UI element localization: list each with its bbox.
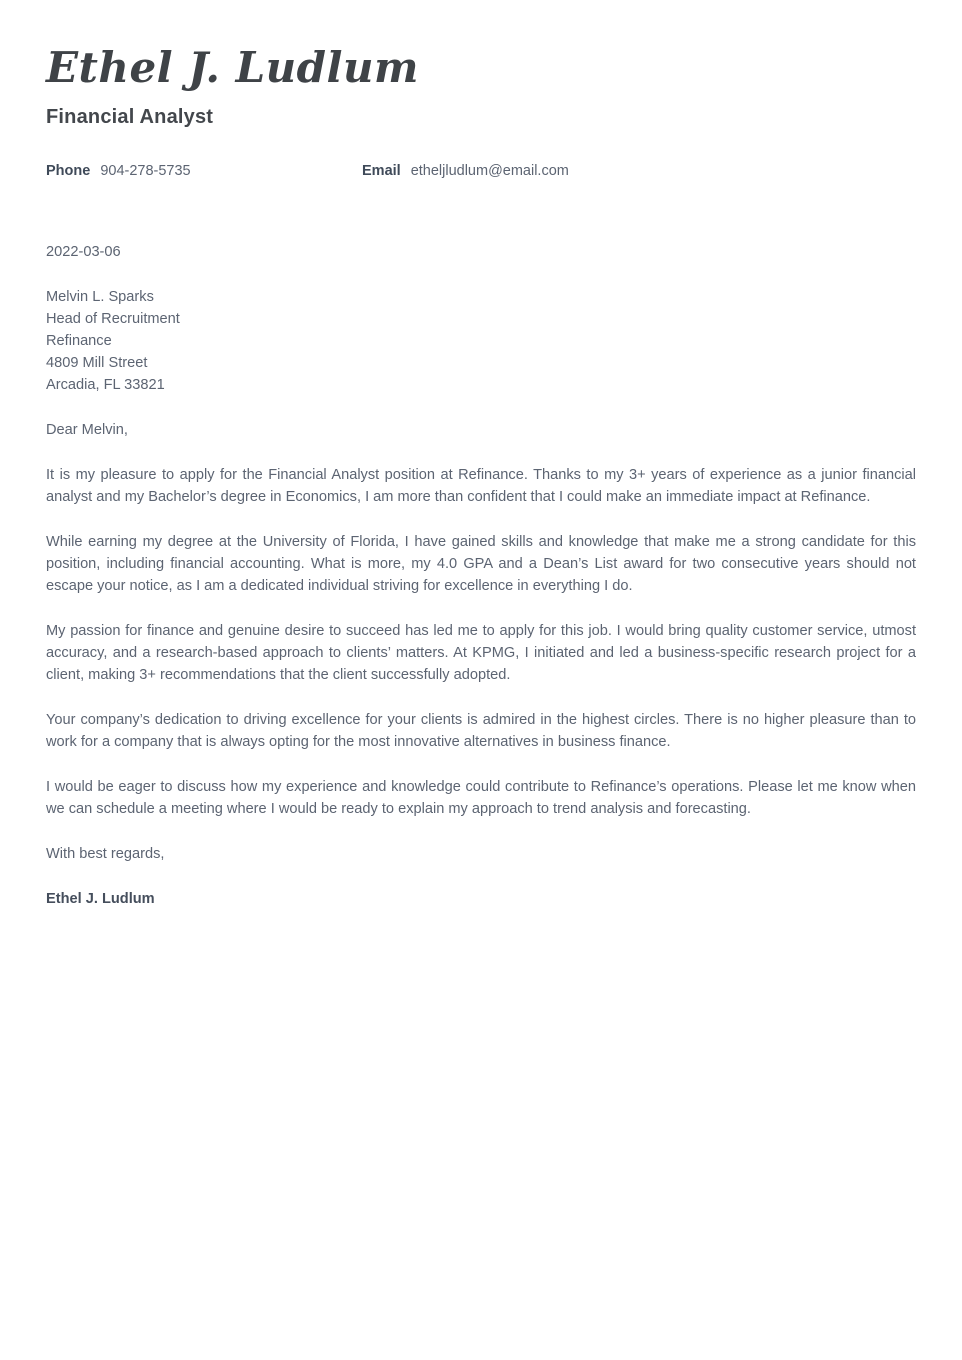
body-paragraph-1: It is my pleasure to apply for the Financial Analyst position at Refinance. Thanks to my 3+ years of experience as a junior financial analyst and my Bachelor’s degree in Economics, I am more than confident that I could make an immediate impact at Refinance. bbox=[46, 467, 916, 505]
recipient-role: Head of Recruitment bbox=[46, 311, 180, 327]
phone-value: 904-278-5735 bbox=[100, 163, 191, 179]
closing-line: With best regards, bbox=[46, 846, 165, 862]
recipient-city: Arcadia, FL 33821 bbox=[46, 377, 165, 393]
signature-name: Ethel J. Ludlum bbox=[46, 891, 155, 907]
job-title: Financial Analyst bbox=[46, 106, 214, 128]
letter-header bbox=[46, 44, 916, 182]
phone-label: Phone bbox=[46, 163, 91, 179]
body-paragraph-2: While earning my degree at the University of Florida, I have gained skills and knowledge that make me a strong candidate for this position, including financial accounting. What is more, my 4.0 GPA and a Dean’s List award for two consecutive years should not escape your notice, as I am a dedicated individual striving for excellence in everything I do. bbox=[46, 534, 916, 594]
email-label: Email bbox=[362, 163, 401, 179]
contact-phone bbox=[46, 160, 362, 182]
person-name: Ethel J. Ludlum bbox=[46, 43, 419, 92]
recipient-name: Melvin L. Sparks bbox=[46, 289, 154, 305]
body-paragraph-5: I would be eager to discuss how my experience and knowledge could contribute to Refinance’s operations. Please let me know when we can schedule a meeting where I would be ready to explain my approach to trend analysis and forecasting. bbox=[46, 779, 916, 817]
recipient-address bbox=[46, 286, 916, 396]
contact-info bbox=[46, 160, 916, 182]
salutation: Dear Melvin, bbox=[46, 422, 128, 438]
letter-body bbox=[46, 241, 916, 910]
recipient-company: Refinance bbox=[46, 333, 112, 349]
email-value: etheljludlum@email.com bbox=[410, 163, 569, 179]
contact-email bbox=[362, 160, 569, 182]
body-paragraph-3: My passion for finance and genuine desire to succeed has led me to apply for this job. I would bring quality customer service, utmost accuracy, and a research-based approach to clients’ matters. At KPMG, I initiated and led a business-specific research project for a client, making 3+ recommendations that the client successfully adopted. bbox=[46, 623, 916, 683]
body-paragraph-4: Your company’s dedication to driving excellence for your clients is admired in the highest circles. There is no higher pleasure than to work for a company that is always opting for the most innovative alternatives in business finance. bbox=[46, 712, 916, 750]
letter-date: 2022-03-06 bbox=[46, 244, 121, 260]
recipient-street: 4809 Mill Street bbox=[46, 355, 148, 371]
